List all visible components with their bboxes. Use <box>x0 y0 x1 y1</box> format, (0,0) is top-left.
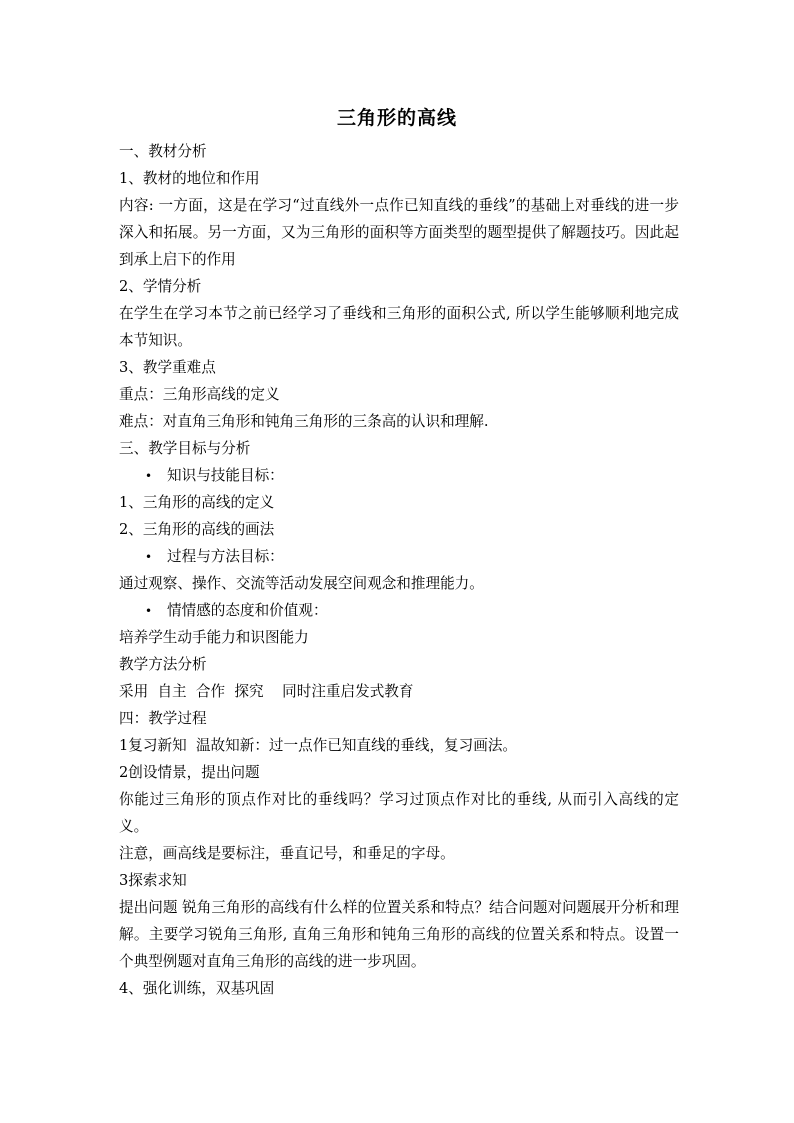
paragraph-step2-note: 注意，画高线是要标注，垂直记号，和垂足的字母。 <box>119 845 455 862</box>
section-heading: 一、教材分析 <box>119 143 207 160</box>
subsection-heading: 1、教材的地位和作用 <box>119 170 260 187</box>
bullet-item <box>119 543 679 570</box>
section-heading: 教学方法分析 <box>119 656 207 673</box>
document-body <box>119 138 679 1002</box>
list-item: 1、三角形的高线的定义 <box>119 494 275 511</box>
document-title: 三角形的高线 <box>336 107 457 129</box>
process-step-heading: 2创设情景，提出问题 <box>119 764 260 781</box>
subsection-heading: 2、学情分析 <box>119 278 202 295</box>
bullet-icon: • <box>145 604 153 618</box>
section-heading: 三、教学目标与分析 <box>119 440 251 457</box>
bullet-icon: • <box>145 550 153 564</box>
paragraph-textbook-role: 内容: 一方面，这是在学习“过直线外一点作已知直线的垂线”的基础上对垂线的进一步深入和拓展。另一方面，又为三角形的面积等方面类型的题型提供了解题技巧。因此起到承上启下的作用 <box>119 197 679 268</box>
list-item: 2、三角形的高线的画法 <box>119 521 275 538</box>
paragraph-attitude-goal: 培养学生动手能力和识图能力 <box>119 629 309 646</box>
process-step-heading: 3探索求知 <box>119 872 187 889</box>
process-step-heading: 4、强化训练，双基巩固 <box>119 980 275 997</box>
bullet-label: 情情感的态度和价值观： <box>167 602 328 619</box>
bullet-label: 过程与方法目标： <box>167 548 284 565</box>
bullet-item <box>119 597 679 624</box>
section-heading: 四：教学过程 <box>119 710 207 727</box>
process-step: 1复习新知 温故知新：过一点作已知直线的垂线，复习画法。 <box>119 737 518 754</box>
bullet-label: 知识与技能目标： <box>167 467 284 484</box>
bullet-item <box>119 462 679 489</box>
paragraph-method: 采用 自主 合作 探究 同时注重启发式教育 <box>119 683 414 700</box>
bullet-icon: • <box>145 469 153 483</box>
subsection-heading: 3、教学重难点 <box>119 359 216 376</box>
paragraph-step3: 提出问题 锐角三角形的高线有什么样的位置关系和特点？结合问题对问题展开分析和理解。主要学习锐角三角形, 直角三角形和钝角三角形的高线的位置关系和特点。设置一个典型例题对直角三角形的高线的进一步巩固。 <box>119 899 679 970</box>
key-point-text: 重点：三角形高线的定义 <box>119 386 280 403</box>
paragraph-learner-analysis: 在学生在学习本节之前已经学习了垂线和三角形的面积公式, 所以学生能够顺利地完成本节知识。 <box>119 305 679 349</box>
difficult-point-text: 难点：对直角三角形和钝角三角形的三条高的认识和理解. <box>119 413 489 430</box>
paragraph-process-goal: 通过观察、操作、交流等活动发展空间观念和推理能力。 <box>119 575 484 592</box>
paragraph-step2: 你能过三角形的顶点作对比的垂线吗？学习过顶点作对比的垂线, 从而引入高线的定义。 <box>119 791 679 835</box>
